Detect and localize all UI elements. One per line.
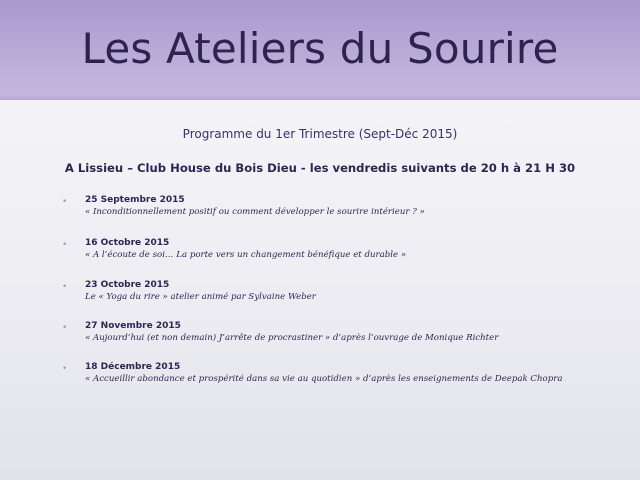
session-description: « A l’écoute de soi… La porte vers un changement bénéfique et durable » xyxy=(85,250,407,260)
bullet-icon: • xyxy=(62,197,68,207)
page-title: Les Ateliers du Sourire xyxy=(81,24,559,73)
session-date: 27 Novembre 2015 xyxy=(85,321,181,331)
session-description: « Accueillir abondance et prospérité dans sa vie au quotidien » d’après les enseignements de Deepak Chopra xyxy=(85,374,563,384)
program-subtitle: Programme du 1er Trimestre (Sept-Déc 2015) xyxy=(182,127,458,141)
session-description: Le « Yoga du rire » atelier animé par Sylvaine Weber xyxy=(85,292,316,302)
location-line: A Lissieu – Club House du Bois Dieu - les vendredis suivants de 20 h à 21 H 30 xyxy=(64,161,576,175)
session-date: 25 Septembre 2015 xyxy=(85,195,185,205)
content-area xyxy=(0,100,640,480)
bullet-icon: • xyxy=(62,323,68,333)
session-date: 18 Décembre 2015 xyxy=(85,362,181,372)
session-description: « Aujourd’hui (et non demain) J’arrête de procrastiner » d’après l’ouvrage de Monique Richter xyxy=(85,333,499,343)
bullet-icon: • xyxy=(62,282,68,292)
bullet-icon: • xyxy=(62,240,68,250)
bullet-icon: • xyxy=(62,364,68,374)
session-date: 16 Octobre 2015 xyxy=(85,238,170,248)
session-description: « Inconditionnellement positif ou comment développer le sourire intérieur ? » xyxy=(85,207,425,217)
session-date: 23 Octobre 2015 xyxy=(85,280,170,290)
